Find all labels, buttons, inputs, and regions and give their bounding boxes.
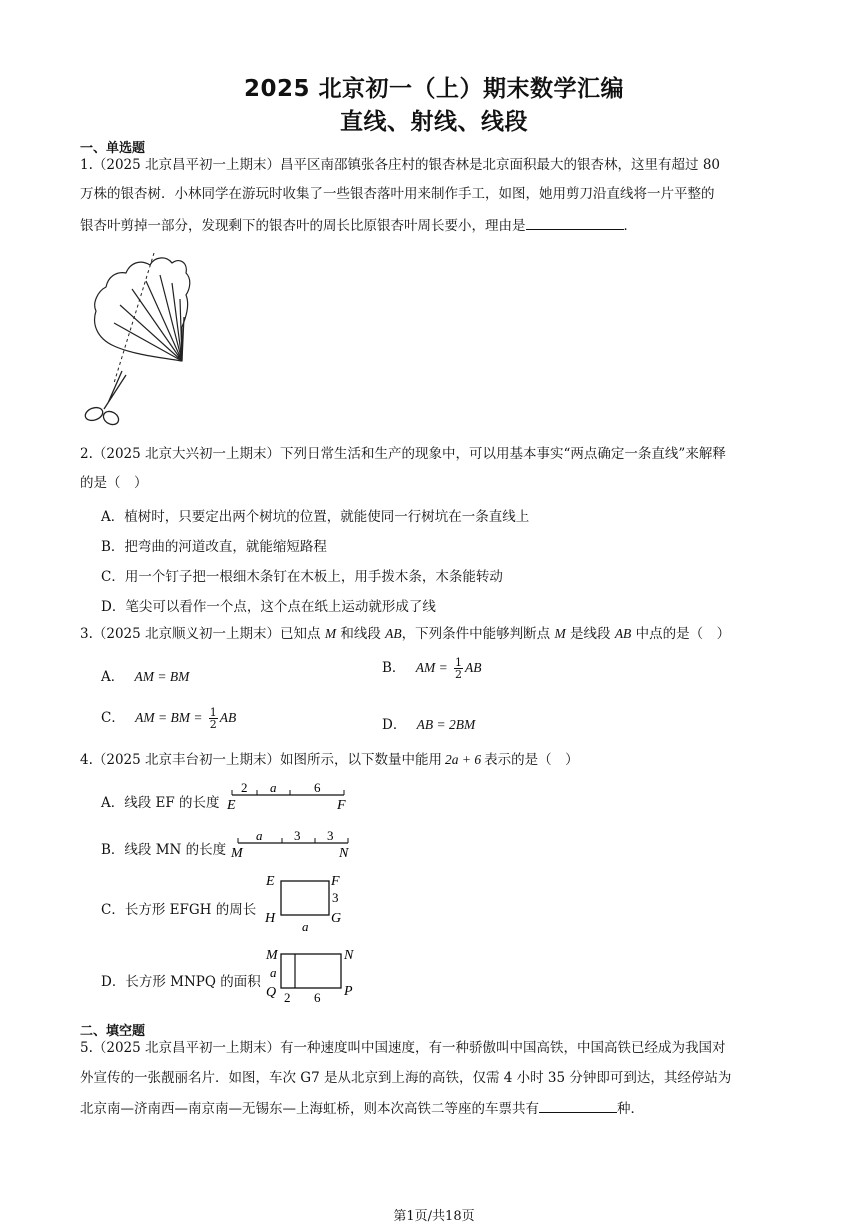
point-f-label: F — [337, 798, 346, 813]
question-3-text-3: ，下列条件中能够判断点 — [401, 626, 555, 642]
point-m-label: M — [266, 948, 278, 963]
numerator: 1 — [209, 706, 217, 719]
question-4-option-a[interactable]: A．线段 EF 的长度 — [101, 795, 220, 811]
question-1-line-3 — [80, 215, 637, 236]
question-3-option-a[interactable] — [101, 665, 189, 685]
point-q-label: Q — [266, 985, 277, 1000]
point-n-label: N — [339, 846, 349, 861]
denominator: 2 — [209, 718, 217, 731]
option-expression: AB = 2BM — [416, 717, 476, 732]
side-length-label: a — [270, 965, 277, 980]
segment-label-3: 3 — [327, 828, 334, 843]
point-m-label: M — [231, 846, 243, 861]
question-5-line-3 — [80, 1098, 644, 1119]
question-3-text-4: 是线段 — [565, 626, 615, 642]
question-1-period: ． — [623, 218, 637, 234]
point-f-label: F — [331, 874, 340, 889]
question-5-unit: 种． — [617, 1101, 644, 1117]
question-2-option-d[interactable]: D．笔尖可以看作一个点，这个点在纸上运动就形成了线 — [101, 599, 436, 615]
point-e-label: E — [227, 798, 236, 813]
option-label: C． — [101, 710, 125, 726]
question-4-option-b[interactable]: B．线段 MN 的长度 — [101, 842, 227, 858]
segment-label-1: a — [256, 828, 263, 843]
fraction-one-half — [209, 707, 218, 730]
ginkgo-leaf-icon — [95, 258, 190, 361]
numerator: 1 — [455, 656, 462, 669]
point-p-label: P — [344, 984, 353, 999]
rectangle-mnpq-figure — [264, 944, 364, 1008]
question-4-option-d[interactable]: D．长方形 MNPQ 的面积 — [101, 974, 261, 990]
segment-label-2: 3 — [294, 828, 301, 843]
point-m: M — [324, 626, 337, 641]
question-5-line-3-text: 北京南—济南西—南京南—无锡东—上海虹桥，则本次高铁二等座的车票共有 — [80, 1101, 539, 1117]
point-h-label: H — [265, 911, 276, 926]
option-expression-lhs: AM = — [415, 660, 448, 675]
question-1-line-1: 1.（2025 北京昌平初一上期末）昌平区南邵镇张各庄村的银杏林是北京面积最大的银杏林，这里有超过 80 — [80, 157, 720, 173]
answer-blank[interactable] — [539, 1098, 617, 1113]
option-expression-rhs: AB — [465, 660, 482, 675]
side-length-label: 3 — [332, 890, 339, 905]
bottom-length-label-1: 2 — [284, 990, 291, 1005]
question-3-option-c[interactable] — [101, 706, 236, 730]
point-g-label: G — [331, 911, 342, 926]
option-label: A． — [101, 669, 125, 685]
point-e-label: E — [266, 874, 275, 889]
page-subtitle: 直线、射线、线段 — [340, 109, 528, 135]
segment-ef-figure — [222, 778, 352, 814]
segment-ab: AB — [614, 626, 632, 641]
question-3-text-2: 和线段 — [336, 626, 386, 642]
question-2-option-b[interactable]: B．把弯曲的河道改直，就能缩短路程 — [101, 539, 327, 555]
question-2-option-a[interactable]: A．植树时，只要定出两个树坑的位置，就能使同一行树坑在一条直线上 — [101, 509, 530, 525]
section-heading-single-choice: 一、单选题 — [80, 141, 146, 156]
rectangle-efgh-figure — [262, 871, 352, 937]
question-3-option-b[interactable] — [382, 656, 482, 680]
question-5-line-1: 5.（2025 北京昌平初一上期末）有一种速度叫中国速度，有一种骄傲叫中国高铁，中国高铁已经成为我国对 — [80, 1040, 726, 1056]
expression-2a-plus-6: 2a + 6 — [445, 752, 482, 767]
denominator: 2 — [455, 668, 462, 681]
section-heading-fill-in: 二、填空题 — [80, 1024, 146, 1039]
segment-label-3: 6 — [314, 780, 321, 795]
question-1-line-2: 万株的银杏树．小林同学在游玩时收集了一些银杏落叶用来制作手工，如图，她用剪刀沿直线将一片平整的 — [80, 186, 715, 202]
question-2-line-1: 2.（2025 北京大兴初一上期末）下列日常生活和生产的现象中，可以用基本事实“两点确定一条直线”来解释 — [80, 446, 726, 462]
rectangle-shape — [281, 954, 341, 988]
option-expression-rhs: AB — [219, 710, 237, 725]
segment-label-2: a — [270, 780, 277, 795]
scissors-icon — [83, 371, 126, 427]
fraction-one-half — [454, 657, 463, 680]
point-n-label: N — [344, 948, 354, 963]
rectangle-shape — [281, 881, 329, 915]
point-m: M — [554, 626, 566, 641]
option-expression-lhs: AM = BM = — [135, 710, 203, 725]
question-4-option-c[interactable]: C．长方形 EFGH 的周长 — [101, 902, 257, 918]
answer-blank[interactable] — [526, 215, 624, 230]
segment-ab: AB — [385, 626, 402, 641]
option-expression: AM = BM — [134, 669, 190, 684]
question-4-text-1: 4.（2025 北京丰台初一上期末）如图所示，以下数量中能用 — [80, 752, 443, 768]
question-3-text-5: 中点的是（ ） — [631, 626, 731, 642]
question-5-line-2: 外宣传的一张靓丽名片．如图，车次 G7 是从北京到上海的高铁，仅需 4 小时 35 分钟即可到达，其经停站为 — [80, 1070, 732, 1086]
question-4-text-2: 表示的是（ ） — [484, 752, 579, 768]
option-label: B． — [382, 660, 406, 676]
bottom-length-label-2: 6 — [314, 990, 321, 1005]
question-3-stem — [80, 624, 730, 644]
option-label: D． — [382, 717, 407, 733]
segment-mn-figure — [228, 826, 358, 862]
page-title: 2025 北京初一（上）期末数学汇编 — [243, 76, 625, 102]
bottom-length-label: a — [302, 919, 309, 934]
question-2-line-2: 的是（ ） — [80, 475, 148, 491]
question-3-option-d[interactable] — [382, 713, 475, 733]
question-1-line-3-text: 银杏叶剪掉一部分，发现剩下的银杏叶的周长比原银杏叶周长要小，理由是 — [80, 218, 526, 234]
question-4-stem — [80, 750, 579, 770]
question-3-text-1: 3.（2025 北京顺义初一上期末）已知点 — [80, 626, 325, 642]
ginkgo-leaf-scissors-figure — [74, 243, 194, 433]
question-2-option-c[interactable]: C．用一个钉子把一根细木条钉在木板上，用手拨木条，木条能转动 — [101, 569, 503, 585]
segment-label-1: 2 — [241, 780, 248, 795]
page-number: 第1页/共18页 — [393, 1209, 475, 1224]
